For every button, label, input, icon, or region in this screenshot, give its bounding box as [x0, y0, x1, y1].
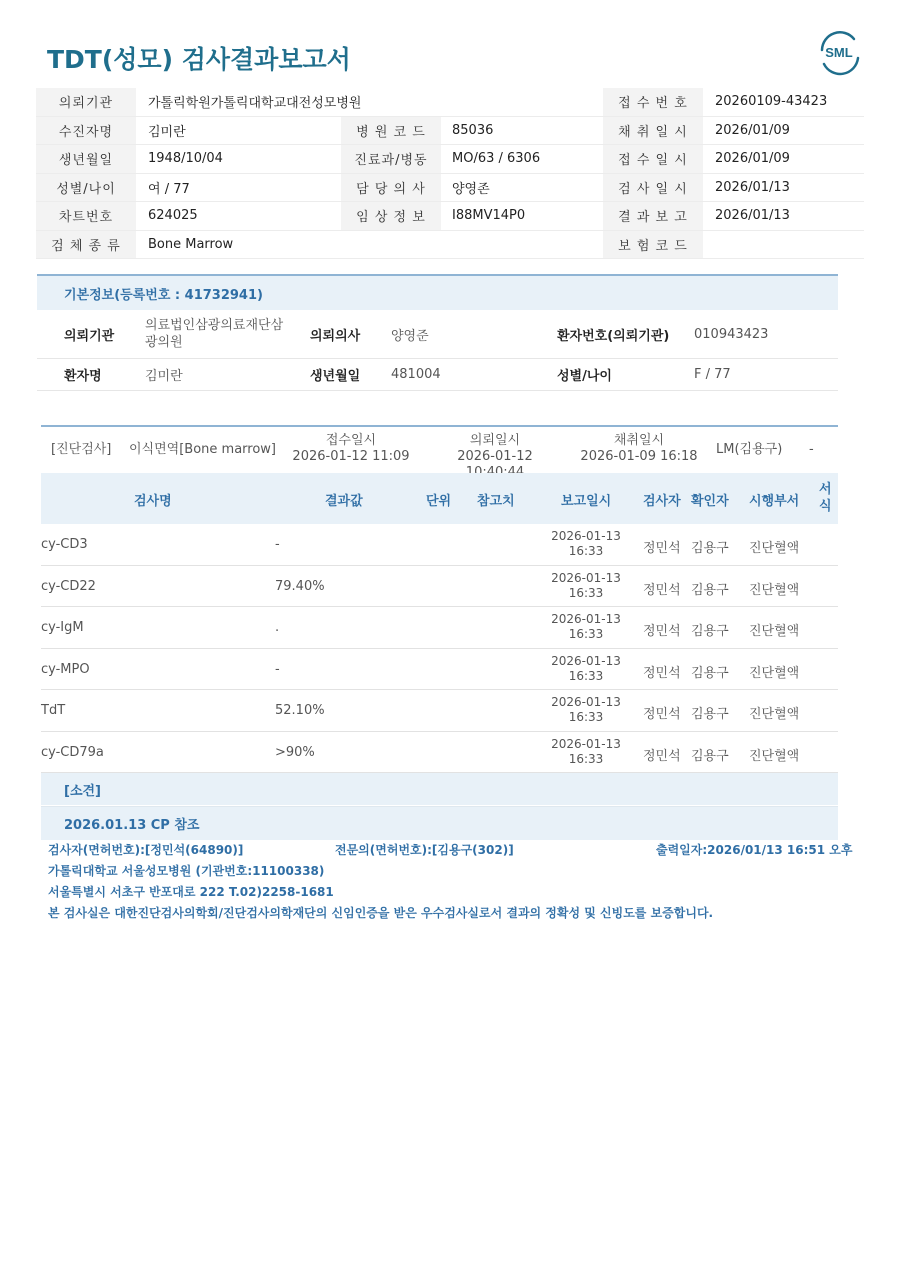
label-dept-ward: 진료과/병동	[341, 145, 441, 173]
report-datetime	[541, 571, 631, 601]
report-date: 2026-01-13	[551, 736, 621, 751]
collected-block	[579, 433, 699, 465]
opinion-text: 2026.01.13 CP 참조	[41, 806, 838, 840]
value-dept-ward: MO/63 / 6306	[452, 151, 541, 167]
sml-logo	[814, 30, 864, 76]
value-sex-age-basic: F / 77	[694, 367, 731, 382]
report-date: 2026-01-13	[551, 695, 621, 709]
received-block	[291, 433, 411, 465]
inspector: 정민석	[643, 582, 681, 598]
test-result: 52.10%	[275, 703, 325, 718]
requested-label: 의뢰일시	[469, 433, 521, 448]
test-name: cy-CD22	[41, 578, 96, 594]
footer-certification: 본 검사실은 대한진단검사의학회/진단검사의학재단의 신임인증을 받은 우수검사실로서 결과의 정확성 및 신빙도를 보증합니다.	[48, 906, 714, 920]
header-test-name: 검사명	[134, 494, 172, 509]
value-receipt-no: 20260109-43423	[715, 94, 828, 110]
footer-hospital: 가톨릭대학교 서울성모병원 (기관번호:11100338)	[48, 864, 325, 878]
header-result: 결과값	[325, 494, 363, 509]
label-insurance-code: 보 험 코 드	[603, 231, 703, 259]
institution-line-2: 광의원	[145, 335, 183, 350]
received-label: 접수일시	[325, 433, 377, 448]
report-time: 16:33	[568, 544, 604, 558]
value-specimen-type: Bone Marrow	[148, 236, 234, 252]
logo-text: SML	[825, 45, 853, 60]
value-institution: 가톨릭학원가톨릭대학교대전성모병원	[148, 96, 362, 112]
footer-inspector: 검사자(면허번호):[정민석(64890)]	[48, 843, 244, 857]
value-referring-institution	[145, 317, 283, 351]
report-datetime	[541, 654, 631, 684]
test-name: cy-MPO	[41, 661, 90, 677]
label-dob: 생년월일	[36, 145, 136, 173]
test-name: cy-CD3	[41, 537, 88, 552]
header-confirmer: 확인자	[691, 494, 729, 509]
report-datetime	[541, 695, 631, 725]
value-insurance-code	[703, 231, 864, 259]
report-title: TDT(성모) 검사결과보고서	[47, 45, 351, 74]
label-patient-number: 환자번호(의뢰기관)	[557, 328, 670, 344]
value-receipt-date: 2026/01/09	[715, 151, 790, 167]
opinion-heading: [소견]	[41, 773, 838, 806]
value-doctor: 양영존	[452, 181, 490, 197]
basic-info-row	[37, 310, 838, 359]
test-result: >90%	[275, 744, 315, 760]
value-patient-name: 김미란	[148, 124, 186, 140]
value-birthdate: 481004	[391, 367, 441, 382]
report-datetime	[541, 737, 631, 767]
label-clinical-info: 임 상 정 보	[341, 202, 441, 230]
value-clinical-info: I88MV14P0	[452, 208, 526, 224]
inspector: 정민석	[643, 748, 681, 764]
label-birthdate: 생년월일	[310, 369, 361, 384]
test-result: -	[275, 537, 280, 552]
value-referring-doctor: 양영준	[391, 328, 429, 344]
value-sex-age: 여 / 77	[148, 181, 190, 197]
test-result: 79.40%	[275, 578, 325, 594]
label-name: 환자명	[64, 369, 102, 384]
value-patient-number: 010943423	[694, 326, 769, 342]
value-name: 김미란	[145, 369, 183, 384]
footer-printed-date: 출력일자:2026/01/13 16:51 오후	[656, 843, 853, 857]
footer-address: 서울특별시 서초구 반포대로 222 T.02)2258-1681	[48, 885, 334, 899]
table-row	[41, 566, 838, 608]
header-row	[36, 231, 864, 260]
value-test-date: 2026/01/13	[715, 179, 790, 195]
confirmer: 김용구	[691, 665, 729, 681]
results-table-header	[41, 473, 838, 524]
lab-name: LM(김용구)	[716, 442, 783, 457]
received-value: 2026-01-12 11:09	[292, 449, 410, 464]
label-institution: 의뢰기관	[36, 88, 136, 116]
report-time: 16:33	[568, 668, 604, 683]
header-reference: 참고치	[477, 494, 515, 509]
label-referring-institution: 의뢰기관	[64, 328, 115, 344]
test-name: TdT	[41, 703, 66, 718]
label-hospital-code: 병 원 코 드	[341, 117, 441, 145]
label-chart-no: 차트번호	[36, 202, 136, 230]
basic-info-section	[37, 274, 838, 391]
table-row	[41, 607, 838, 649]
test-result: -	[275, 661, 280, 677]
report-date: 2026-01-13	[551, 529, 621, 543]
report-date: 2026-01-13	[551, 612, 621, 626]
header-form	[819, 481, 832, 515]
institution-line-1: 의료법인삼광의료재단삼	[145, 318, 284, 333]
label-collection-date: 채 취 일 시	[603, 117, 703, 145]
test-category: [진단검사]	[51, 442, 112, 457]
report-date: 2026-01-13	[551, 653, 621, 668]
header-report-date: 보고일시	[561, 494, 612, 509]
header-row	[36, 145, 864, 174]
inspector: 정민석	[643, 665, 681, 681]
department: 진단혈액	[749, 748, 800, 764]
inspector: 정민석	[643, 541, 681, 556]
header-inspector: 검사자	[643, 494, 681, 509]
label-doctor: 담 당 의 사	[341, 174, 441, 202]
value-result-report: 2026/01/13	[715, 208, 790, 224]
label-result-report: 결 과 보 고	[603, 202, 703, 230]
report-date: 2026-01-13	[551, 570, 621, 585]
test-name: cy-IgM	[41, 620, 84, 635]
summary-dash: -	[809, 442, 814, 457]
confirmer: 김용구	[691, 748, 729, 764]
confirmer: 김용구	[691, 541, 729, 556]
label-sex-age-basic: 성별/나이	[557, 369, 612, 384]
header-row	[36, 117, 864, 146]
inspector: 정민석	[643, 707, 681, 722]
basic-info-row	[37, 359, 838, 391]
footer-specialist: 전문의(면허번호):[김용구(302)]	[335, 843, 514, 857]
confirmer: 김용구	[691, 707, 729, 722]
department: 진단혈액	[749, 541, 800, 556]
header-unit: 단위	[426, 494, 452, 509]
report-time: 16:33	[568, 751, 604, 766]
test-result: .	[275, 620, 280, 635]
test-name: cy-CD79a	[41, 744, 104, 760]
header-row	[36, 174, 864, 203]
department: 진단혈액	[749, 665, 800, 681]
confirmer: 김용구	[691, 624, 729, 639]
header-form-line1: 서	[819, 482, 832, 497]
label-patient-name: 수진자명	[36, 117, 136, 145]
report-time: 16:33	[568, 710, 604, 724]
inspector: 정민석	[643, 624, 681, 639]
table-row	[41, 649, 838, 691]
report-datetime	[541, 529, 631, 559]
label-test-date: 검 사 일 시	[603, 174, 703, 202]
value-dob: 1948/10/04	[148, 151, 223, 167]
header-info-table	[36, 88, 864, 259]
department: 진단혈액	[749, 582, 800, 598]
value-chart-no: 624025	[148, 208, 198, 224]
value-collection-date: 2026/01/09	[715, 122, 790, 138]
header-row	[36, 202, 864, 231]
department: 진단혈액	[749, 707, 800, 722]
table-row	[41, 524, 838, 566]
label-specimen-type: 검 체 종 류	[36, 231, 136, 259]
confirmer: 김용구	[691, 582, 729, 598]
requested-value: 2026-01-12	[457, 449, 533, 464]
label-receipt-no: 접 수 번 호	[603, 88, 703, 116]
label-referring-doctor: 의뢰의사	[310, 328, 361, 344]
collected-value: 2026-01-09 16:18	[580, 449, 698, 464]
table-row	[41, 732, 838, 774]
result-section	[41, 425, 838, 840]
test-specimen: 이식면역[Bone marrow]	[129, 442, 277, 457]
report-datetime	[541, 612, 631, 642]
header-form-line2: 식	[819, 499, 832, 514]
report-time: 16:33	[568, 627, 604, 641]
collected-label: 채취일시	[613, 433, 665, 448]
value-hospital-code: 85036	[452, 122, 494, 138]
label-receipt-date: 접 수 일 시	[603, 145, 703, 173]
basic-info-heading: 기본정보(등록번호 : 41732941)	[37, 276, 838, 310]
table-row	[41, 690, 838, 732]
department: 진단혈액	[749, 624, 800, 639]
header-department: 시행부서	[749, 494, 800, 509]
header-row	[36, 88, 864, 117]
test-summary-row	[41, 427, 838, 473]
label-sex-age: 성별/나이	[36, 174, 136, 202]
report-time: 16:33	[568, 585, 604, 600]
